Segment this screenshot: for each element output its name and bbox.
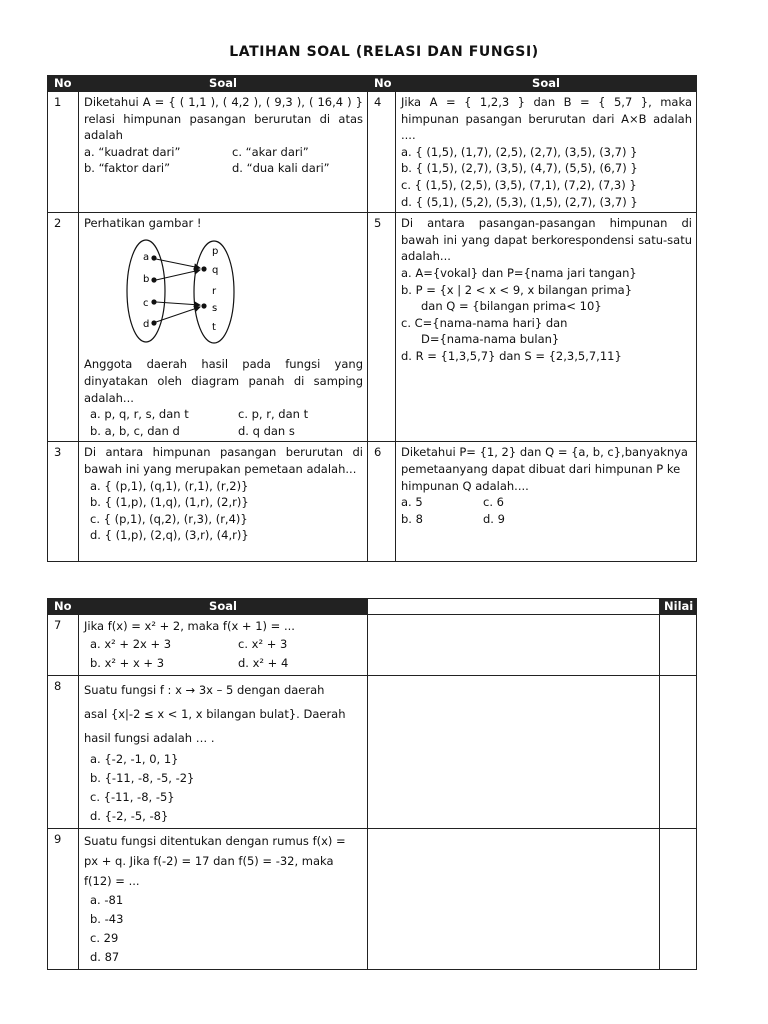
- option-b: b. -43: [90, 912, 124, 926]
- option-b: b. P = {x | 2 < x < 9, x bilangan prima}: [401, 282, 633, 297]
- table-row: [48, 829, 697, 970]
- question-text: Anggota daerah hasil pada fungsi yang dinyatakan oleh diagram panah di samping adalah...: [84, 357, 363, 405]
- option-d: d. “dua kali dari”: [232, 161, 330, 176]
- domain-point: [151, 320, 156, 325]
- domain-label-c: c: [143, 297, 149, 309]
- header-soal: Soal: [79, 76, 368, 92]
- option-a: a. “kuadrat dari”: [84, 144, 181, 159]
- option-c: c. x² + 3: [238, 637, 288, 651]
- option-c-cont: D={nama-nama bulan}: [421, 332, 560, 347]
- option-d: d. q dan s: [238, 423, 295, 438]
- codomain-label-q: q: [212, 264, 219, 276]
- answer-cell[interactable]: [368, 615, 660, 676]
- option-d: d. 9: [483, 511, 505, 526]
- option-c: c. p, r, dan t: [238, 407, 309, 422]
- option-d: d. x² + 4: [238, 656, 289, 670]
- question-number: 7: [48, 615, 79, 676]
- domain-label-a: a: [143, 251, 150, 263]
- question-text-line: Suatu fungsi ditentukan dengan rumus f(x) =: [84, 834, 346, 848]
- codomain-point: [201, 266, 206, 271]
- option-d: d. { (5,1), (5,2), (5,3), (1,5), (2,7), (3,7) }: [401, 194, 638, 209]
- option-a: a. { (p,1), (q,1), (r,1), (r,2)}: [90, 478, 249, 493]
- question-text-line: px + q. Jika f(-2) = 17 dan f(5) = -32, maka: [84, 854, 334, 868]
- option-d: d. R = {1,3,5,7} dan S = {2,3,5,7,11}: [401, 348, 622, 363]
- domain-point: [151, 299, 156, 304]
- table-row: [48, 442, 697, 562]
- header-answer-blank: [368, 599, 660, 615]
- option-b: b. { (1,5), (2,7), (3,5), (4,7), (5,5), (6,7) }: [401, 161, 638, 176]
- option-c: c. { (p,1), (q,2), (r,3), (r,4)}: [90, 511, 248, 526]
- answer-cell[interactable]: [368, 676, 660, 829]
- table-header: [48, 599, 697, 615]
- question-number: 8: [48, 676, 79, 829]
- question-number: 6: [368, 442, 396, 562]
- option-d: d. {-2, -5, -8}: [90, 809, 169, 823]
- question-4: [396, 92, 697, 213]
- option-b: b. { (1,p), (1,q), (1,r), (2,r)}: [90, 495, 249, 510]
- question-text: Di antara pasangan-pasangan himpunan di bawah ini yang dapat berkorespondensi satu-satu adalah...: [401, 216, 692, 264]
- question-number: 9: [48, 829, 79, 970]
- codomain-label-r: r: [212, 285, 217, 297]
- question-6: [396, 442, 697, 562]
- header-soal: Soal: [396, 76, 697, 92]
- option-b: b. “faktor dari”: [84, 161, 171, 176]
- question-2: [79, 213, 368, 442]
- question-text: Jika A = { 1,2,3 } dan B = { 5,7 }, maka himpunan pasangan berurutan dari A×B adalah ....: [401, 95, 692, 143]
- option-a: a. {-2, -1, 0, 1}: [90, 752, 179, 766]
- question-text-line: Suatu fungsi f : x → 3x – 5 dengan daerah: [84, 683, 325, 697]
- question-text-line: asal {x|-2 ≤ x < 1, x bilangan bulat}. Daerah: [84, 707, 346, 721]
- codomain-label-s: s: [212, 302, 218, 314]
- option-b: b. x² + x + 3: [90, 656, 165, 670]
- codomain-label-p: p: [212, 245, 219, 257]
- option-a: a. A={vokal} dan P={nama jari tangan}: [401, 265, 637, 280]
- question-text: Di antara himpunan pasangan berurutan di bawah ini yang merupakan pemetaan adalah...: [84, 445, 363, 476]
- question-1: [79, 92, 368, 213]
- option-b: b. a, b, c, dan d: [90, 423, 180, 438]
- option-b: b. {-11, -8, -5, -2}: [90, 771, 195, 785]
- score-cell[interactable]: [660, 829, 697, 970]
- domain-point: [151, 277, 156, 282]
- domain-label-b: b: [143, 273, 150, 285]
- option-c: c. “akar dari”: [232, 144, 309, 159]
- option-a: a. 5: [401, 495, 423, 510]
- question-number: 1: [48, 92, 79, 213]
- option-c: c. 6: [483, 495, 504, 510]
- codomain-point: [201, 303, 206, 308]
- arrow-diagram: [124, 236, 244, 346]
- codomain-label-t: t: [212, 321, 216, 333]
- table-row: [48, 92, 697, 213]
- question-number: 4: [368, 92, 396, 213]
- arrow-c-s: [156, 302, 200, 305]
- question-number: 3: [48, 442, 79, 562]
- question-table-1: [47, 75, 697, 562]
- option-b-cont: dan Q = {bilangan prima< 10}: [421, 299, 602, 314]
- header-nilai: Nilai: [660, 599, 697, 615]
- question-text: Diketahui P= {1, 2} dan Q = {a, b, c},banyaknya pemetaanyang dapat dibuat dari himpunan P ke himpunan Q adalah....: [401, 445, 688, 493]
- question-number: 5: [368, 213, 396, 442]
- table-header: [48, 76, 697, 92]
- score-cell[interactable]: [660, 615, 697, 676]
- option-c: c. 29: [90, 931, 119, 945]
- option-a: a. p, q, r, s, dan t: [90, 407, 189, 422]
- question-text-line: f(12) = ...: [84, 874, 140, 888]
- table-row: [48, 676, 697, 829]
- question-table-2: [47, 598, 697, 970]
- question-text-line: hasil fungsi adalah … .: [84, 731, 215, 745]
- page-title: LATIHAN SOAL (RELASI DAN FUNGSI): [229, 44, 539, 60]
- option-a: a. x² + 2x + 3: [90, 637, 172, 651]
- option-a: a. { (1,5), (1,7), (2,5), (2,7), (3,5), (3,7) }: [401, 144, 638, 159]
- option-a: a. -81: [90, 893, 124, 907]
- question-5: [396, 213, 697, 442]
- question-8: [79, 676, 368, 829]
- score-cell[interactable]: [660, 676, 697, 829]
- option-c: c. { (1,5), (2,5), (3,5), (7,1), (7,2), (7,3) }: [401, 177, 637, 192]
- question-text: Jika f(x) = x² + 2, maka f(x + 1) = ...: [84, 619, 295, 633]
- question-3: [79, 442, 368, 562]
- table-row: [48, 615, 697, 676]
- header-no: No: [48, 599, 79, 615]
- option-d: d. 87: [90, 950, 120, 964]
- domain-point: [151, 255, 156, 260]
- option-c: c. {-11, -8, -5}: [90, 790, 175, 804]
- question-text: Diketahui A = { ( 1,1 ), ( 4,2 ), ( 9,3 ), ( 16,4 ) } relasi himpunan pasangan berurutan di atas adalah: [84, 95, 363, 143]
- question-intro: Perhatikan gambar !: [84, 216, 202, 231]
- option-b: b. 8: [401, 511, 423, 526]
- answer-cell[interactable]: [368, 829, 660, 970]
- domain-label-d: d: [143, 318, 150, 330]
- arrow-b-q: [156, 270, 200, 280]
- question-number: 2: [48, 213, 79, 442]
- header-soal: Soal: [79, 599, 368, 615]
- option-d: d. { (1,p), (2,q), (3,r), (4,r)}: [90, 528, 249, 543]
- question-7: [79, 615, 368, 676]
- table-row: [48, 213, 697, 442]
- header-no: No: [368, 76, 396, 92]
- question-9: [79, 829, 368, 970]
- header-no: No: [48, 76, 79, 92]
- option-c: c. C={nama-nama hari} dan: [401, 315, 568, 330]
